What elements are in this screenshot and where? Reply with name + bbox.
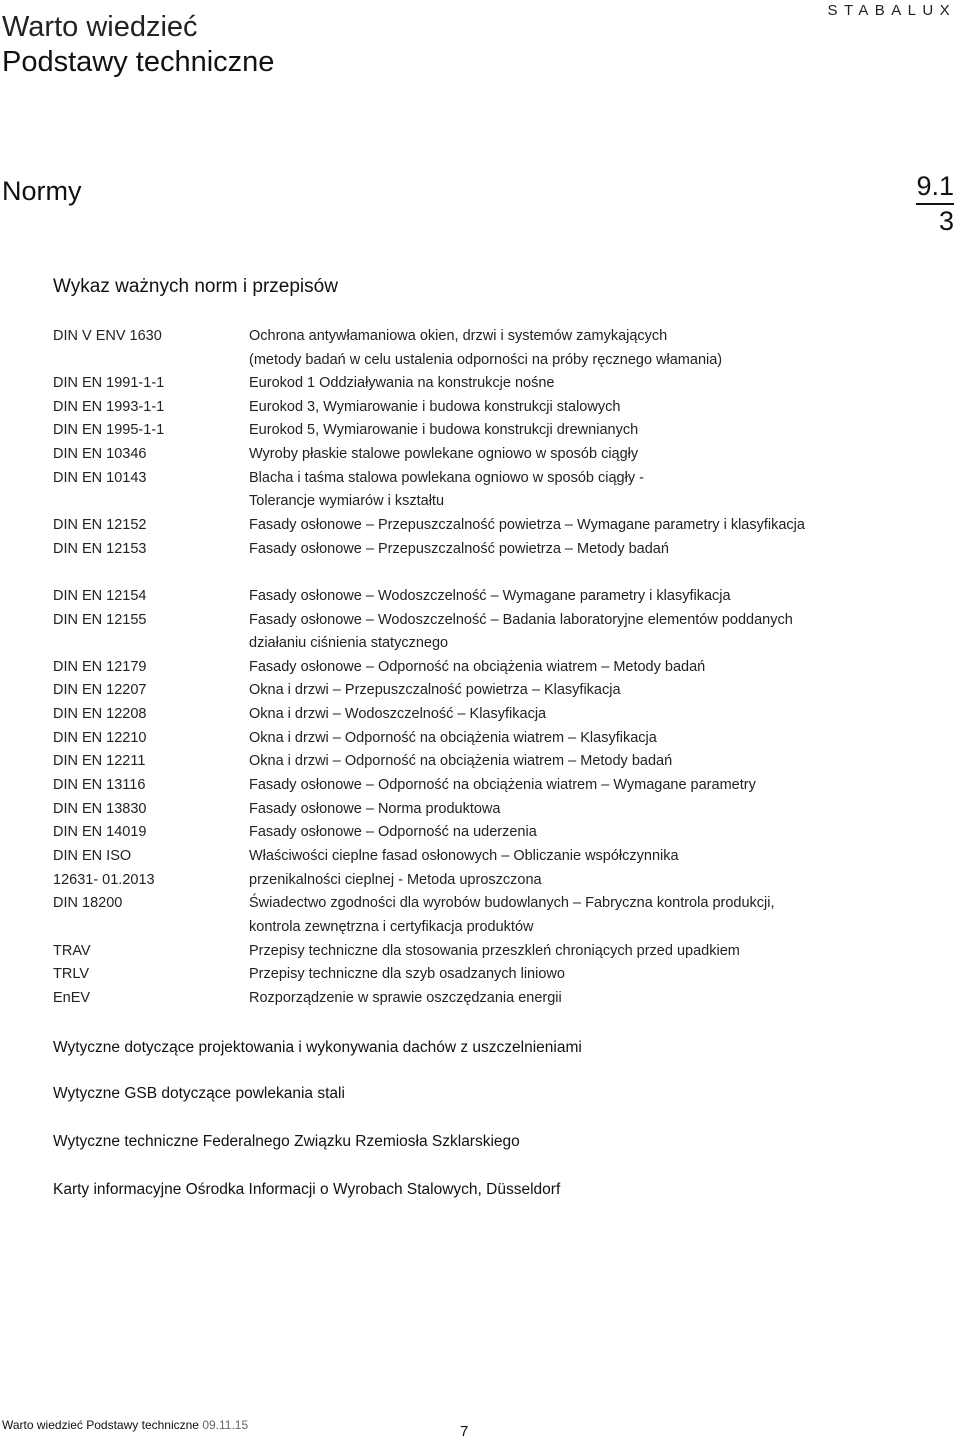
norm-code: DIN V ENV 1630 [53,328,162,344]
norm-code: DIN EN 12207 [53,682,147,698]
norm-description: Tolerancje wymiarów i kształtu [249,493,445,509]
page-number: 7 [460,1423,469,1440]
norm-description: Fasady osłonowe – Wodoszczelność – Wymagane parametry i klasyfikacja [249,588,731,604]
norm-code: DIN EN 12155 [53,612,147,628]
norm-description: Eurokod 3, Wymiarowanie i budowa konstrukcji stalowych [249,399,621,415]
norm-description: Fasady osłonowe – Odporność na obciążenia wiatrem – Wymagane parametry [249,777,756,793]
guideline-item: Karty informacyjne Ośrodka Informacji o Wyrobach Stalowych, Düsseldorf [53,1181,561,1198]
norm-description: Blacha i taśma stalowa powlekana ogniowo w sposób ciągły - [249,470,644,486]
norm-description: Okna i drzwi – Przepuszczalność powietrza – Klasyfikacja [249,682,621,698]
norm-description: Ochrona antywłamaniowa okien, drzwi i systemów zamykających [249,328,668,344]
section-number-top: 9.1 [916,171,954,205]
norm-description: Okna i drzwi – Odporność na obciążenia wiatrem – Metody badań [249,753,673,769]
norm-code: DIN EN 12211 [53,753,146,769]
norm-code: DIN EN 14019 [53,824,147,840]
guideline-item: Wytyczne dotyczące projektowania i wykonywania dachów z uszczelnieniami [53,1039,582,1056]
norm-code: DIN EN 12154 [53,588,147,604]
norm-code: DIN EN 12179 [53,659,147,675]
norm-code: DIN EN 12152 [53,517,147,533]
footer-date: 09.11.15 [202,1418,249,1432]
norm-code: DIN EN ISO [53,848,132,864]
norm-code: DIN EN 13116 [53,777,146,793]
norm-description: Eurokod 1 Oddziaływania na konstrukcje nośne [249,375,555,391]
norm-description: Fasady osłonowe – Norma produktowa [249,801,501,817]
guideline-item: Wytyczne techniczne Federalnego Związku Rzemiosła Szklarskiego [53,1133,520,1150]
norm-description: Okna i drzwi – Wodoszczelność – Klasyfikacja [249,706,547,722]
footer [2,1418,248,1432]
list-title: Wykaz ważnych norm i przepisów [53,276,338,297]
footer-text: Warto wiedzieć Podstawy techniczne [2,1418,199,1432]
norm-code: DIN EN 10143 [53,470,147,486]
norm-code: DIN EN 1993-1-1 [53,399,165,415]
norm-description: Fasady osłonowe – Odporność na obciążenia wiatrem – Metody badań [249,659,706,675]
norm-code: DIN 18200 [53,895,123,911]
norm-code: DIN EN 1991-1-1 [53,375,165,391]
norm-description: Fasady osłonowe – Odporność na uderzenia [249,824,537,840]
norm-code: DIN EN 12210 [53,730,147,746]
norm-code: TRLV [53,966,89,982]
norm-description: Wyroby płaskie stalowe powlekane ogniowo w sposób ciągły [249,446,639,462]
norm-description: Fasady osłonowe – Przepuszczalność powietrza – Wymagane parametry i klasyfikacja [249,517,805,533]
header-title: Warto wiedzieć [2,11,198,43]
norm-description: Rozporządzenie w sprawie oszczędzania energii [249,990,562,1006]
section-number [916,171,954,237]
norm-code: TRAV [53,943,91,959]
norm-description: (metody badań w celu ustalenia odporności na próby ręcznego włamania) [249,352,723,368]
section-number-bottom: 3 [938,206,954,236]
norm-description: Okna i drzwi – Odporność na obciążenia wiatrem – Klasyfikacja [249,730,657,746]
header-subtitle: Podstawy techniczne [2,46,275,78]
norm-description: Przepisy techniczne dla stosowania przeszkleń chroniących przed upadkiem [249,943,740,959]
norm-description: Właściwości cieplne fasad osłonowych – Obliczanie współczynnika [249,848,679,864]
norm-code: EnEV [53,990,91,1006]
norm-code: DIN EN 13830 [53,801,147,817]
norm-description: przenikalności cieplnej - Metoda uproszczona [249,872,542,888]
norm-description: Fasady osłonowe – Wodoszczelność – Badania laboratoryjne elementów poddanych [249,612,793,628]
brand-logo: STABALUX [827,2,956,19]
norm-description: Świadectwo zgodności dla wyrobów budowlanych – Fabryczna kontrola produkcji, [249,895,775,911]
norm-code: DIN EN 10346 [53,446,147,462]
norm-description: kontrola zewnętrzna i certyfikacja produktów [249,919,534,935]
norm-description: Fasady osłonowe – Przepuszczalność powietrza – Metody badań [249,541,669,557]
norm-code: DIN EN 12208 [53,706,147,722]
section-title: Normy [2,176,82,206]
norm-description: Przepisy techniczne dla szyb osadzanych liniowo [249,966,565,982]
norm-code: DIN EN 1995-1-1 [53,422,165,438]
norm-code: DIN EN 12153 [53,541,147,557]
norm-code: 12631- 01.2013 [53,872,155,888]
norm-description: Eurokod 5, Wymiarowanie i budowa konstrukcji drewnianych [249,422,639,438]
norm-description: działaniu ciśnienia statycznego [249,635,449,651]
guideline-item: Wytyczne GSB dotyczące powlekania stali [53,1085,345,1102]
